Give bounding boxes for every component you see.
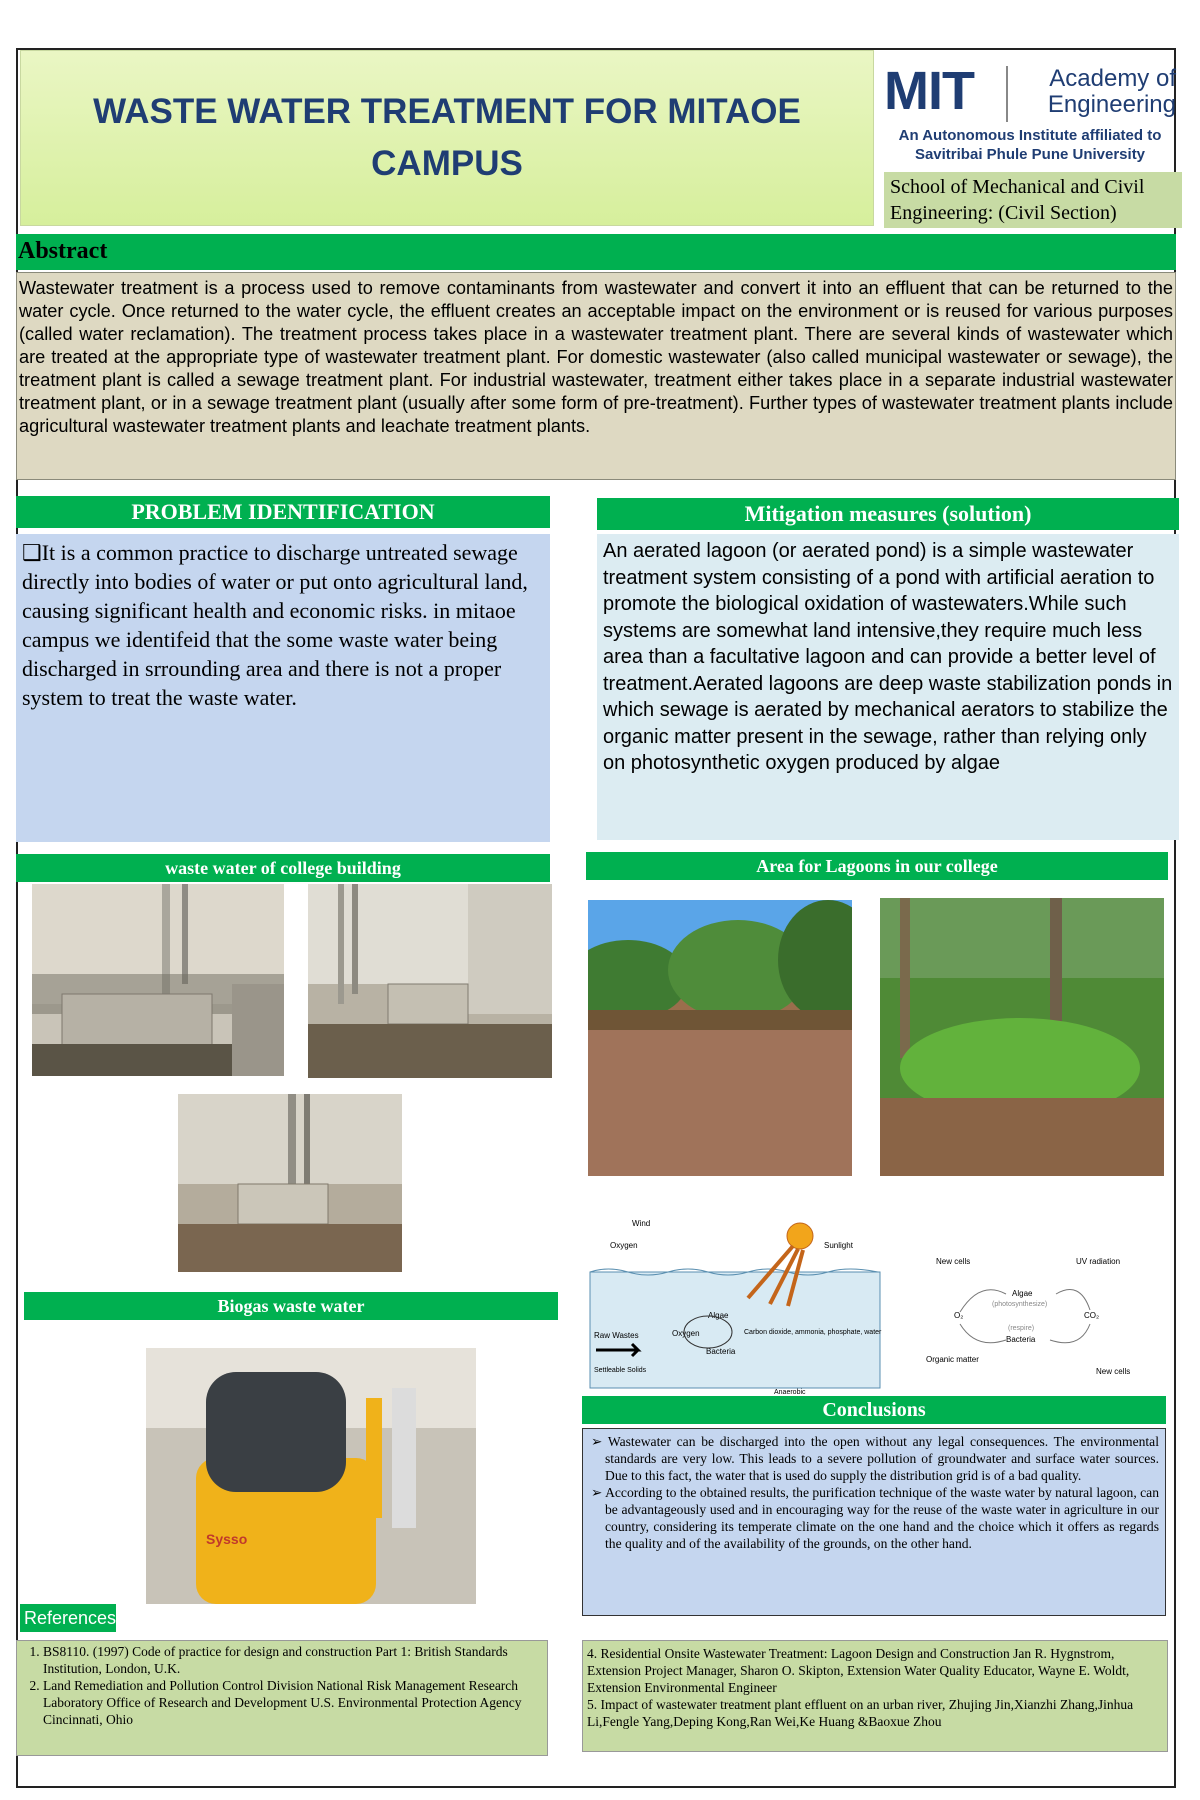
photo-lagoon-2 [880,898,1164,1176]
poster-title: WASTE WATER TREATMENT FOR MITAOE CAMPUS [93,91,801,183]
abstract-heading: Abstract [16,234,1176,270]
logo-divider [1006,66,1008,122]
mit-logo-text: MIT [884,61,974,121]
conclusion-item: ➢ According to the obtained results, the purification technique of the waste water by natural lagoon, can be advantageously used and in encouraging way for the reuse of the waste water in agriculture in our country, considering its temperate climate on the one hand and the choice which it offers as regards the quality and of the availability of the grounds, on the other hand. [591,1485,1159,1551]
diagram-oxygen-top: Oxygen [610,1241,638,1250]
checkbox-bullet-icon: ❑ [22,540,42,565]
tank-brand-label: Sysso [206,1531,248,1547]
photo-drain-2 [308,884,552,1078]
diagram-wind: Wind [632,1219,651,1228]
photo-lagoon-1 [588,900,852,1176]
references-list-1 [16,1640,548,1756]
cycle-uv: UV radiation [1076,1257,1121,1266]
reference-item: 1. BS8110. (1997) Code of practice for design and construction Part 1: British Standards Institution, London, U.K. [43,1643,543,1677]
cycle-respire: (respire) [1008,1325,1035,1332]
school-label: School of Mechanical and Civil Engineering: (Civil Section) [884,172,1182,228]
reference-item: 4. Residential Onsite Wastewater Treatment: Lagoon Design and Construction Jan R. Hygnstrom, Extension Project Manager, Sharon O. Skipton, Extension Water Quality Educator, Wayne E. Woldt, Extension Environmental Engineer [587,1646,1130,1695]
conclusion-item: ➢ Wastewater can be discharged into the open without any legal consequences. The environmental standards are very low. This leads to a severe pollution of groundwater and surface water sources. Due to this fact, the water that is used do supply the distribution grid is of a bad quality. [591,1434,1159,1483]
diagram-sunlight: Sunlight [824,1241,853,1250]
mitigation-heading: Mitigation measures (solution) [597,498,1179,530]
caption-college-building: waste water of college building [16,854,550,882]
conclusions-body [582,1428,1166,1616]
aerated-lagoon-diagram [588,1214,888,1398]
diagram-raw-wastes: Raw Wastes [594,1331,639,1340]
cycle-new-cells-top: New cells [936,1257,971,1266]
caption-lagoon-area: Area for Lagoons in our college [586,852,1168,880]
abstract-text: Wastewater treatment is a process used to remove contaminants from wastewater and convert it into an effluent that can be returned to the water cycle. Once returned to the water cycle, the effluent creates an acceptable impact on the environment or is reused for various purposes (called water reclamation). The treatment process takes place in a wastewater treatment plant. There are several kinds of wastewater which are treated at the appropriate type of wastewater treatment plant. For domestic wastewater (also called municipal wastewater or sewage), the treatment plant is called a sewage treatment plant. For industrial wastewater, treatment either takes place in a separate industrial wastewater treatment plant, or in a sewage treatment plant (usually after some form of pre-treatment). Further types of wastewater treatment plants include agricultural wastewater treatment plants and leachate treatment plants. [16,272,1176,480]
photo-drain-1 [32,884,284,1076]
diagram-algae: Algae [708,1311,729,1320]
references-heading: References: [20,1604,116,1632]
problem-body [16,534,550,842]
problem-text: It is a common practice to discharge untreated sewage directly into bodies of water or put onto agricultural land, causing significant health and economic risks. in mitaoe campus we identifeid that the some waste water being discharged in srrounding area and there is not a proper system to treat the waste water. [22,540,528,710]
diagram-anaerobic: Anaerobic [774,1389,806,1396]
diagram-bacteria: Bacteria [706,1347,736,1356]
references-list-2 [582,1640,1168,1752]
problem-heading: PROBLEM IDENTIFICATION [16,496,550,528]
cycle-organic: Organic matter [926,1355,979,1364]
reference-item: 5. Impact of wastewater treatment plant effluent on an urban river, Zhujing Jin,Xianzhi Zhang,Jinhua Li,Fengle Yang,Deping Kong,Ran Wei,Ke Huang &Baoxue Zhou [587,1697,1134,1729]
reference-item: 2. Land Remediation and Pollution Control Division National Risk Management Research Laboratory Office of Research and Development U.S. Environmental Protection Agency Cincinnati, Ohio [43,1677,543,1728]
diagram-oxygen: Oxygen [672,1329,700,1338]
title-box [20,50,874,226]
cycle-new-cells-bottom: New cells [1096,1367,1131,1376]
cycle-photosynthesize: (photosynthesize) [992,1301,1048,1308]
photo-drain-3 [178,1094,402,1272]
cycle-co2: CO₂ [1084,1311,1100,1320]
conclusion-text-1: Wastewater can be discharged into the open without any legal consequences. The environmental standards are very low. This leads to a severe pollution of groundwater and surface water sources. Due to this fact, the water that is used do supply the distribution grid is of a bad quality. [605,1434,1159,1483]
conclusion-text-2: According to the obtained results, the purification technique of the waste water by natural lagoon, can be advantageously used and in encouraging way for the reuse of the waste water in agriculture in our country, considering its temperate climate on the one hand and the choice which it offers as regards the quality and of the availability of the grounds, on the other hand. [605,1485,1159,1551]
conclusions-heading: Conclusions [582,1396,1166,1424]
photo-biogas-tank [146,1348,476,1604]
cycle-o2: O₂ [954,1311,964,1320]
diagram-settleable: Settleable Solids [594,1367,647,1374]
cycle-bacteria: Bacteria [1006,1335,1036,1344]
academy-text: Academy of Engineering [1047,65,1176,118]
caption-biogas: Biogas waste water [24,1292,558,1320]
mitigation-text: An aerated lagoon (or aerated pond) is a simple wastewater treatment system consisting of a pond with artificial aeration to promote the biological oxidation of wastewaters.While such systems are somewhat land intensive,they require much less area than a facultative lagoon and can provide a better level of treatment.Aerated lagoons are deep waste stabilization ponds in which sewage is aerated by mechanical aerators to stabilize the organic matter present in the sewage, rather than relying only on photosynthetic oxygen produced by algae [597,534,1179,840]
cycle-algae: Algae [1012,1289,1033,1298]
algae-bacteria-cycle-diagram [920,1250,1150,1380]
diagram-products: Carbon dioxide, ammonia, phosphate, water [744,1329,882,1336]
affiliation-text: An Autonomous Institute affiliated to Savitribai Phule Pune University [898,127,1162,163]
